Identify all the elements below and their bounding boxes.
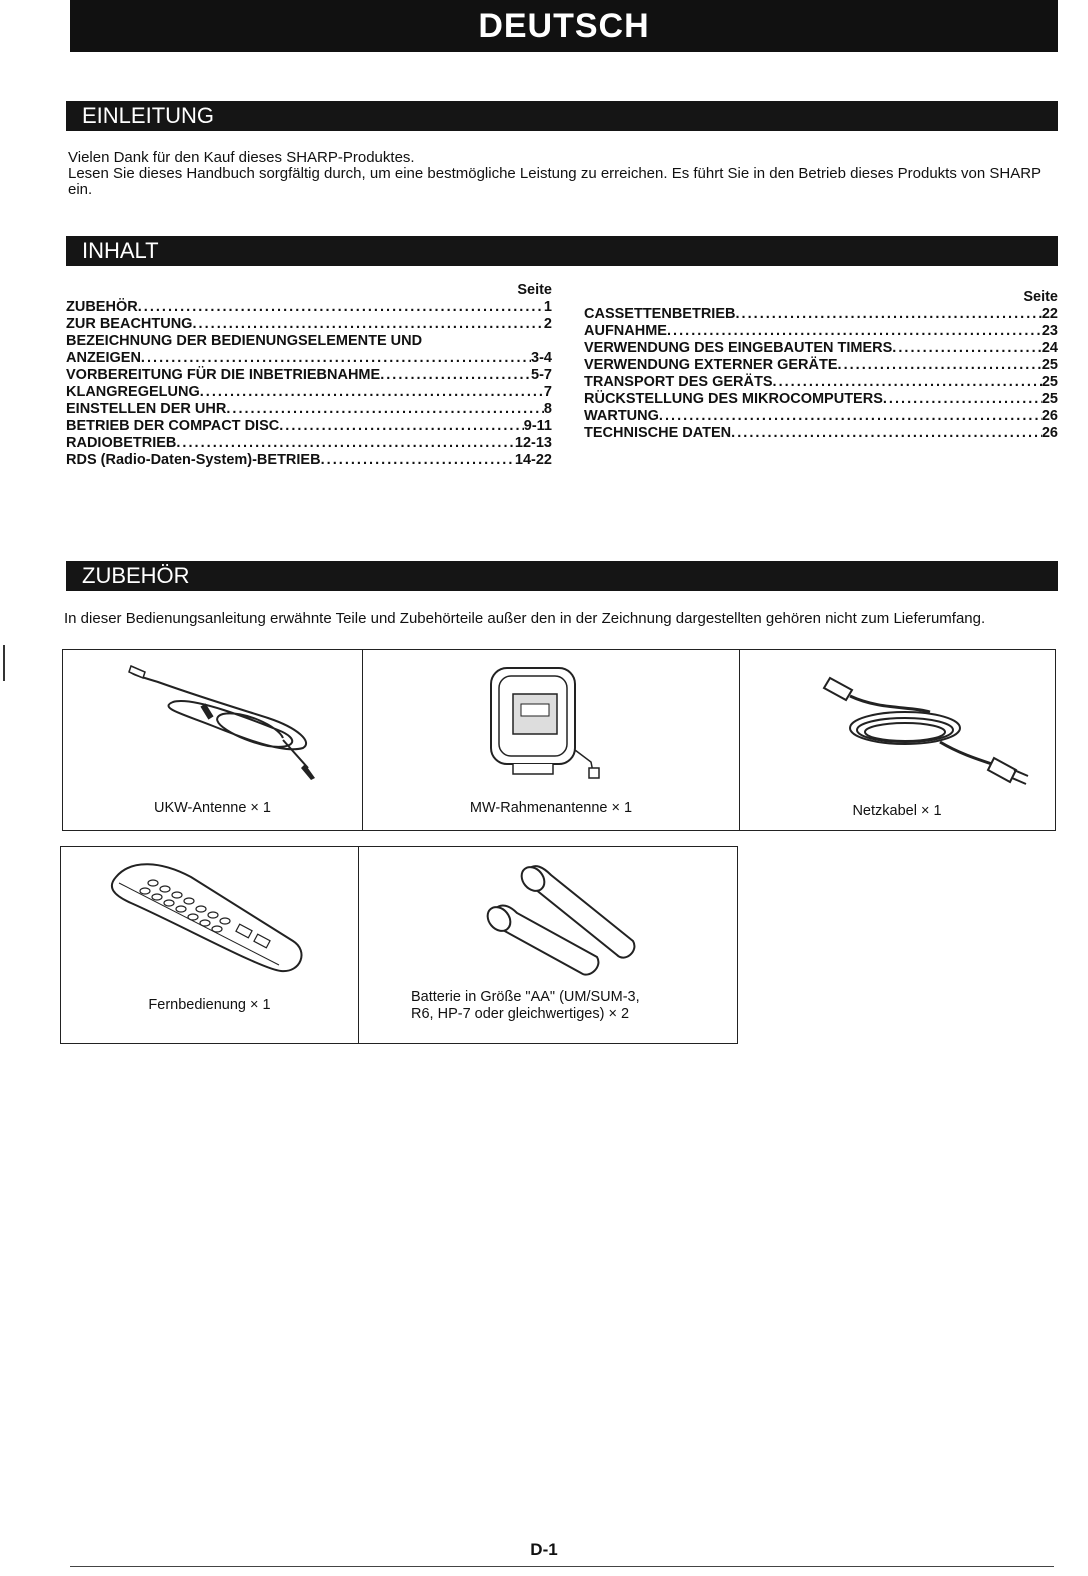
toc-entry: BETRIEB DER COMPACT DISC . . . 9-11 (66, 418, 552, 435)
margin-mark (3, 645, 5, 681)
accessory-remote-control (61, 847, 359, 1043)
section-bar-einleitung (66, 101, 1058, 131)
accessory-power-cord (740, 650, 1054, 830)
einleitung-text (68, 150, 1063, 198)
am-loop-antenna-caption: MW-Rahmenantenne × 1 (469, 800, 633, 816)
toc-entry: TRANSPORT DES GERÄTS . . . 25 (584, 374, 1058, 391)
toc-entry: WARTUNG . . . 26 (584, 408, 1058, 425)
section-bar-zubehoer (66, 561, 1058, 591)
aa-batteries-caption-line-2: R6, HP-7 oder gleichwertiges) × 2 (411, 1006, 630, 1022)
toc-entry: ZUR BEACHTUNG . . . 2 (66, 316, 552, 333)
section-bar-inhalt (66, 236, 1058, 266)
toc-entry: BEZEICHNUNG DER BEDIENUNGSELEMENTE UND (66, 333, 423, 349)
aa-batteries-caption-line-1: Batterie in Größe "AA" (UM/SUM-3, (411, 989, 640, 1005)
accessory-aa-batteries (359, 847, 736, 1043)
page-title: DEUTSCH (70, 0, 1058, 52)
einleitung-heading: EINLEITUNG (82, 103, 215, 128)
power-cord-icon (740, 650, 1054, 790)
am-loop-antenna-icon (363, 650, 740, 790)
accessory-fm-antenna (63, 650, 363, 830)
toc-right-column (584, 289, 1058, 442)
fm-antenna-caption: UKW-Antenne × 1 (153, 800, 271, 816)
remote-control-icon (61, 847, 359, 987)
toc-entry: AUFNAHME . . . 23 (584, 323, 1058, 340)
einleitung-line-2: Lesen Sie dieses Handbuch sorgfältig durch, um eine bestmögliche Leistung zu erreichen. Es führt Sie in den Betrieb dieses Produkts von SHARP ein. (68, 165, 1041, 198)
toc-entry: ZUBEHÖR . . . 1 (66, 299, 552, 316)
toc-seite-label-left: Seite (517, 282, 552, 298)
toc-entry: KLANGREGELUNG . . . 7 (66, 384, 552, 401)
toc-entry: ANZEIGEN . . . 3-4 (66, 350, 552, 367)
page-number: D-1 (530, 1540, 558, 1559)
power-cord-caption: Netzkabel × 1 (852, 803, 942, 819)
accessory-am-loop-antenna (363, 650, 740, 830)
toc-entry: RADIOBETRIEB . . . 12-13 (66, 435, 552, 452)
toc-entry: EINSTELLEN DER UHR . . . 8 (66, 401, 552, 418)
accessories-row-1 (62, 649, 1056, 831)
toc-seite-label-right: Seite (1023, 289, 1058, 305)
remote-control-caption: Fernbedienung × 1 (148, 997, 271, 1013)
toc-left-column (66, 282, 552, 469)
toc-entry: VERWENDUNG EXTERNER GERÄTE . . . 25 (584, 357, 1058, 374)
zubehoer-heading: ZUBEHÖR (82, 563, 190, 588)
einleitung-line-1: Vielen Dank für den Kauf dieses SHARP-Produktes. (68, 149, 415, 166)
aa-batteries-caption (411, 989, 736, 1023)
bottom-rule (70, 1566, 1054, 1567)
toc-entry: TECHNISCHE DATEN . . . 26 (584, 425, 1058, 442)
inhalt-heading: INHALT (82, 238, 159, 263)
toc-entry: RÜCKSTELLUNG DES MIKROCOMPUTERS . . . 25 (584, 391, 1058, 408)
toc-entry: VERWENDUNG DES EINGEBAUTEN TIMERS . . . 24 (584, 340, 1058, 357)
zubehoer-note: In dieser Bedienungsanleitung erwähnte Teile und Zubehörteile außer den in der Zeichnung dargestellten gehören nicht zum Lieferumfang. (64, 610, 986, 627)
toc-entry: VORBEREITUNG FÜR DIE INBETRIEBNAHME . . . 5-7 (66, 367, 552, 384)
fm-antenna-icon (63, 650, 363, 790)
aa-batteries-icon (359, 847, 736, 987)
toc-entry: RDS (Radio-Daten-System)-BETRIEB . . . 14-22 (66, 452, 552, 469)
toc-entry: CASSETTENBETRIEB . . . 22 (584, 306, 1058, 323)
accessories-row-2 (60, 846, 738, 1044)
